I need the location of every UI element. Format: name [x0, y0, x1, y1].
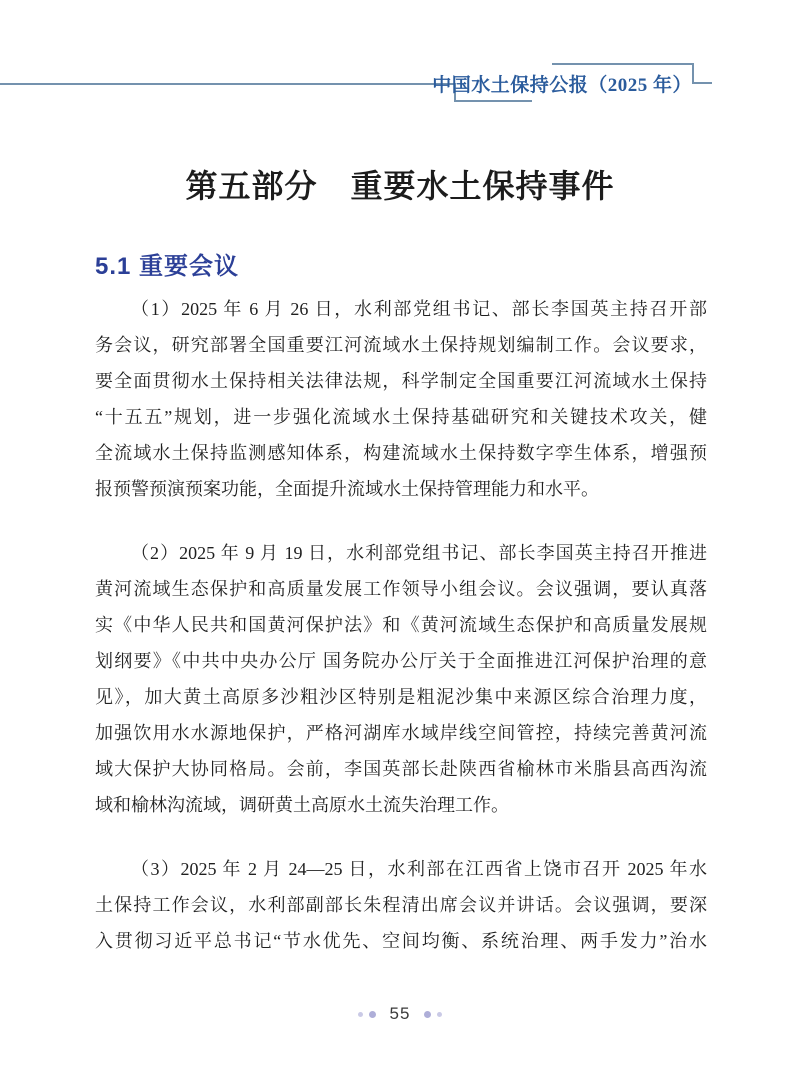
text-line: （2）2025 年 9 月 19 日，水利部党组书记、部长李国英主持召开推进 — [131, 543, 707, 563]
text-line: 土保持工作会议，水利部副部长朱程清出席会议并讲话。会议强调，要深 — [95, 895, 707, 915]
paragraph — [95, 851, 707, 959]
text-line: 务会议，研究部署全国重要江河流域水土保持规划编制工作。会议要求， — [95, 335, 707, 355]
ornament-dot-large-icon — [369, 1011, 376, 1018]
part-title: 第五部分 重要水土保持事件 — [185, 168, 615, 204]
header-tick-right — [692, 82, 712, 84]
text-line: 入贯彻习近平总书记“节水优先、空间均衡、系统治理、两手发力”治水 — [95, 931, 707, 951]
text-line: 报预警预演预案功能，全面提升流域水土保持管理能力和水平。 — [95, 479, 599, 499]
text-line: 域大保护大协同格局。会前，李国英部长赴陕西省榆林市米脂县高西沟流 — [95, 759, 707, 779]
header-rule-top — [552, 63, 694, 65]
paragraph — [95, 535, 707, 823]
footer-ornament-left — [358, 1011, 376, 1018]
text-line: 要全面贯彻水土保持相关法律法规，科学制定全国重要江河流域水土保持 — [95, 371, 707, 391]
text-line: “十五五”规划，进一步强化流域水土保持基础研究和关键技术攻关，健 — [95, 407, 707, 427]
text-line: 域和榆林沟流域，调研黄土高原水土流失治理工作。 — [95, 795, 509, 815]
text-line: （3）2025 年 2 月 24—25 日，水利部在江西省上饶市召开 2025 年水 — [131, 859, 707, 879]
text-line: 全流域水土保持监测感知体系，构建流域水土保持数字孪生体系，增强预 — [95, 443, 707, 463]
ornament-dot-small-icon — [358, 1012, 363, 1017]
ornament-dot-small-icon — [437, 1012, 442, 1017]
footer-ornament-right — [424, 1011, 442, 1018]
text-line: 黄河流域生态保护和高质量发展工作领导小组会议。会议强调，要认真落 — [95, 579, 707, 599]
text-line: 见》，加大黄土高原多沙粗沙区特别是粗泥沙集中来源区综合治理力度， — [95, 687, 707, 707]
body-content — [95, 291, 707, 987]
header-rule-left — [0, 83, 456, 85]
header-underline-tick — [454, 100, 532, 102]
text-line: （1）2025 年 6 月 26 日，水利部党组书记、部长李国英主持召开部 — [131, 299, 707, 319]
text-line: 实《中华人民共和国黄河保护法》和《黄河流域生态保护和高质量发展规 — [95, 615, 707, 635]
page-footer — [0, 1004, 800, 1024]
section-heading: 5.1 重要会议 — [95, 253, 240, 280]
text-line: 划纲要》《中共中央办公厅 国务院办公厅关于全面推进江河保护治理的意 — [95, 651, 707, 671]
header-step-right — [692, 63, 694, 84]
text-line: 加强饮用水水源地保护，严格河湖库水域岸线空间管控，持续完善黄河流 — [95, 723, 707, 743]
bulletin-title: 中国水土保持公报（2025 年） — [432, 75, 692, 96]
ornament-dot-large-icon — [424, 1011, 431, 1018]
page-number: 55 — [389, 1004, 411, 1023]
paragraph — [95, 291, 707, 507]
